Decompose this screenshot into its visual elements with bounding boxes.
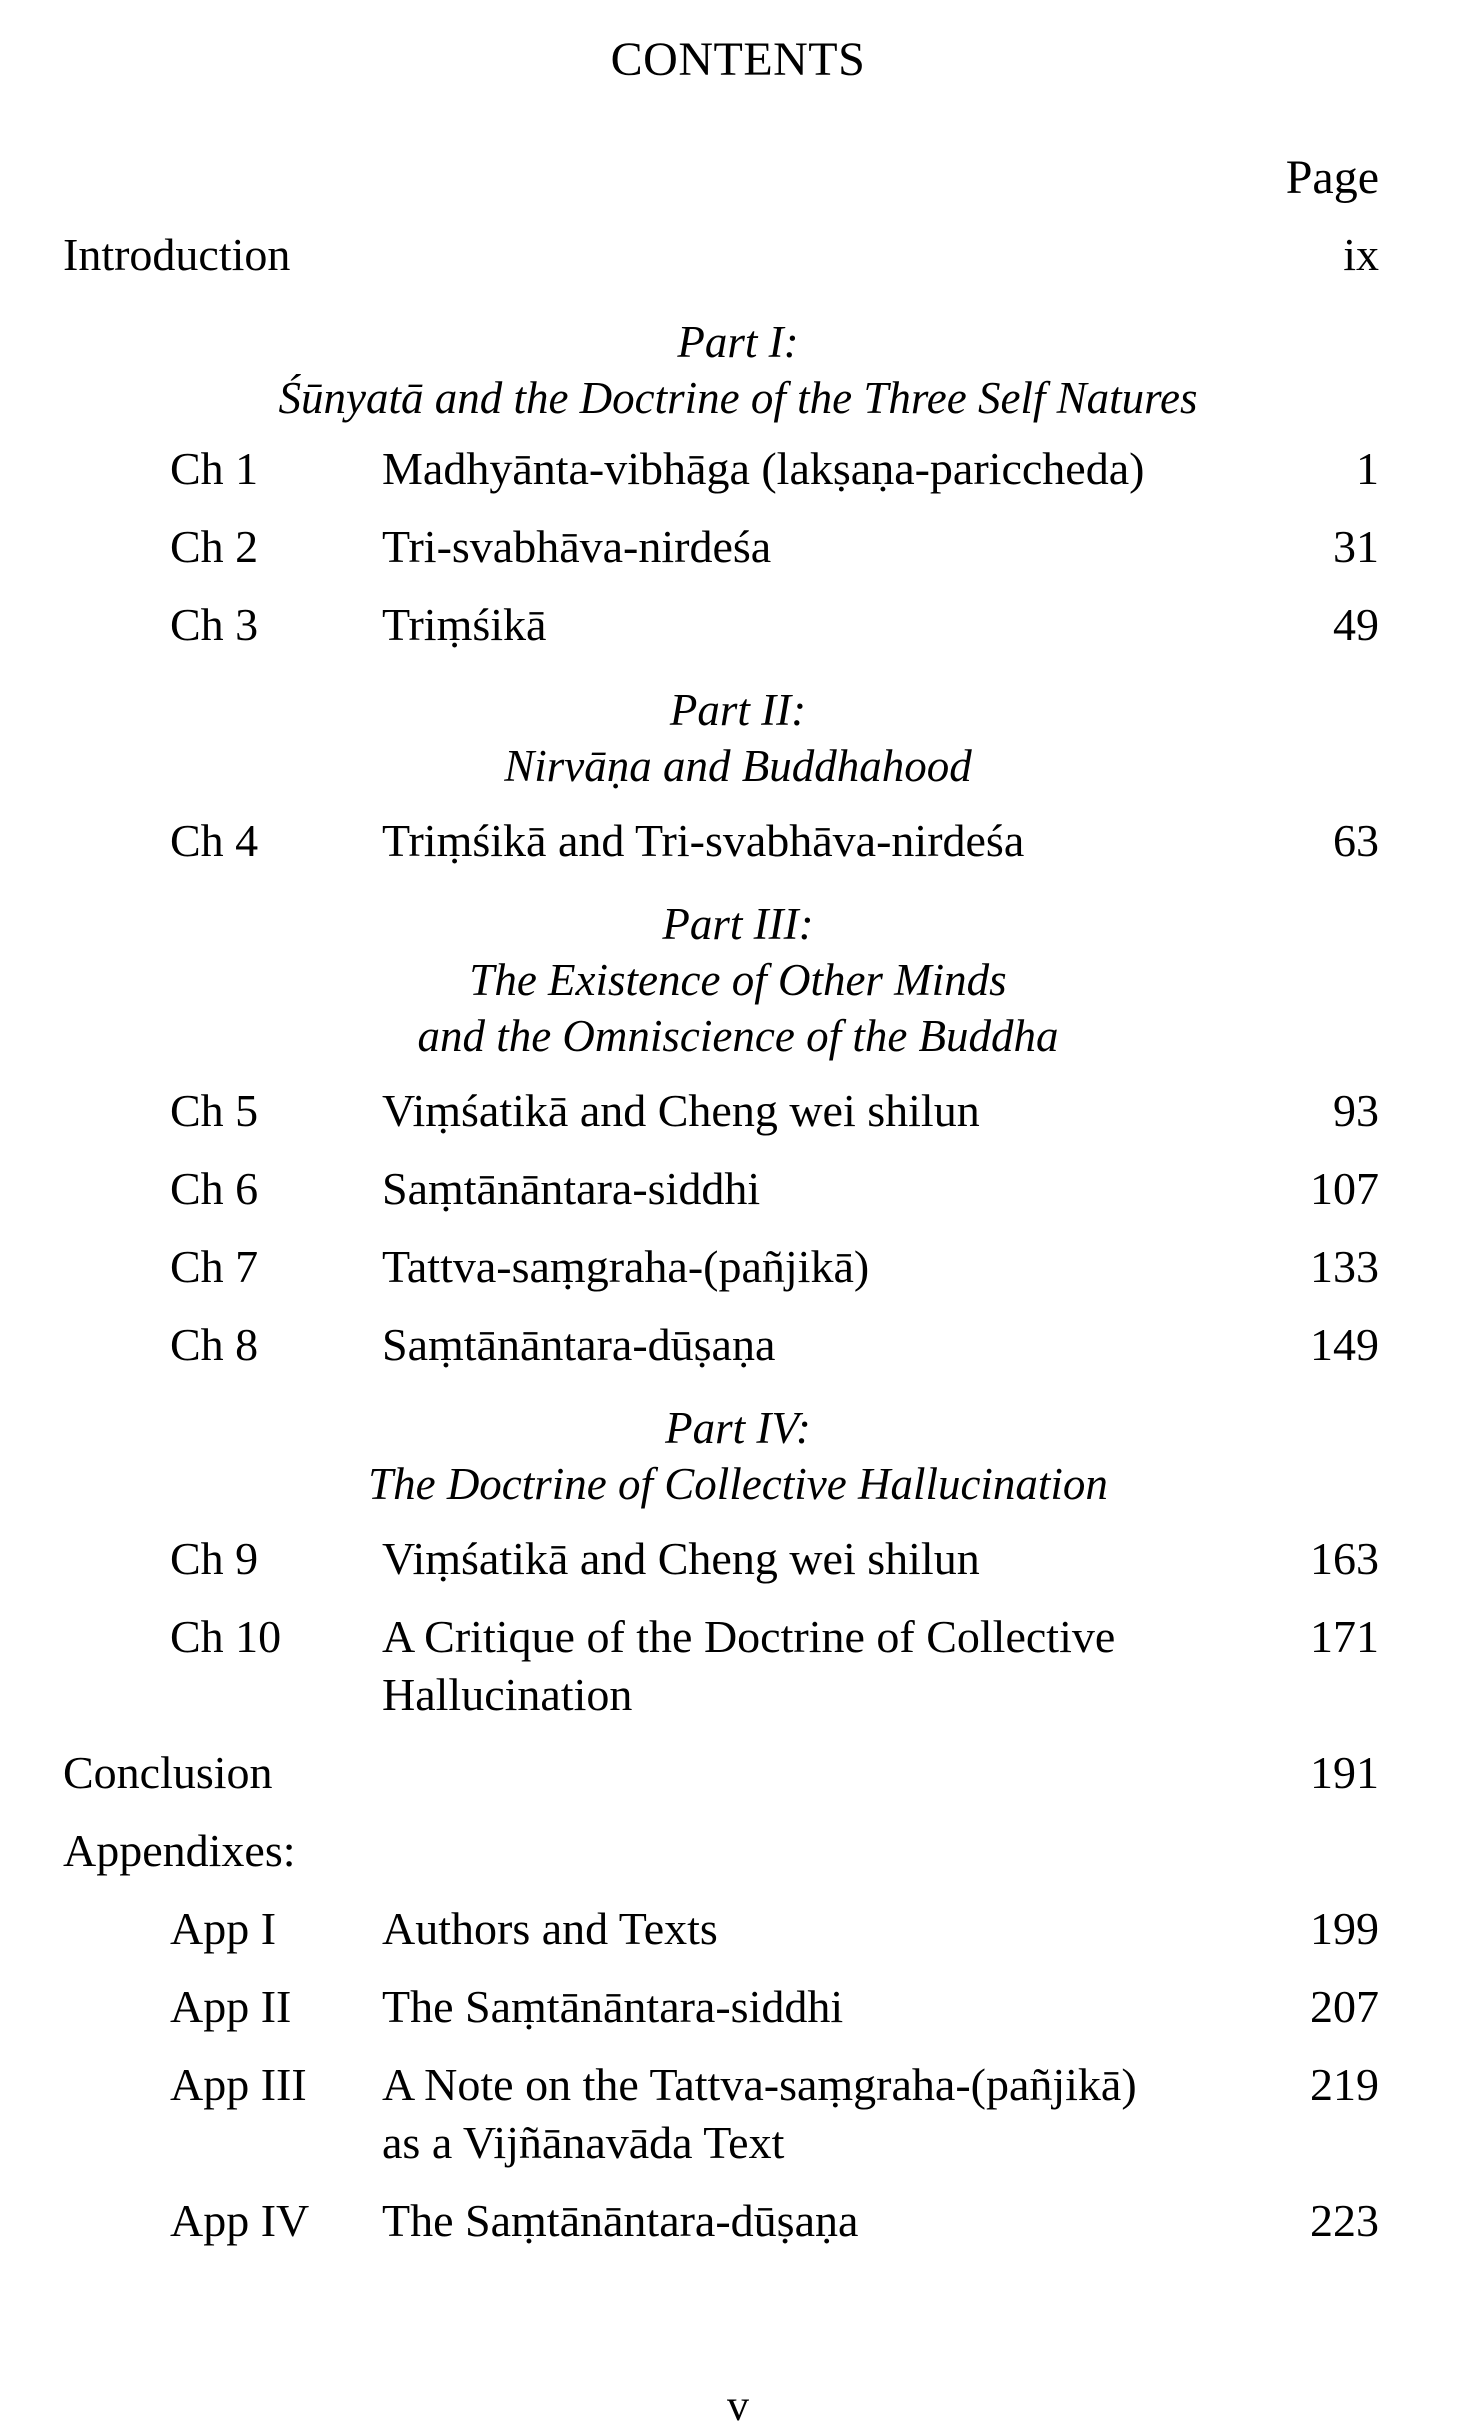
chapter-title: Tri-svabhāva-nirdeśa <box>382 521 772 572</box>
part-title: Nirvāṇa and Buddhahood <box>504 741 972 791</box>
entry-page-number: 149 <box>1310 1319 1379 1370</box>
part-heading <box>0 896 1476 1064</box>
entry-page-number: 1 <box>1356 443 1379 494</box>
entry-page-number: 171 <box>1310 1611 1379 1662</box>
part-title-continued: and the Omniscience of the Buddha <box>417 1011 1059 1061</box>
chapter-label: Ch 9 <box>170 1533 259 1584</box>
appendix-title: The Saṃtānāntara-dūṣaṇa <box>382 2195 859 2246</box>
entry-page-number: 49 <box>1333 599 1379 650</box>
entry-page-number: 191 <box>1310 1747 1379 1798</box>
entry-page-number: 163 <box>1310 1533 1379 1584</box>
part-title: Śūnyatā and the Doctrine of the Three Self Natures <box>278 373 1198 423</box>
part-number: Part II: <box>669 685 807 735</box>
part-number: Part IV: <box>665 1403 811 1453</box>
part-heading <box>0 314 1476 426</box>
part-heading <box>0 682 1476 794</box>
chapter-label: Ch 5 <box>170 1085 259 1136</box>
appendix-label: App IV <box>170 2195 310 2246</box>
part-number: Part III: <box>662 899 814 949</box>
chapter-title-line: Hallucination <box>382 1669 633 1720</box>
entry-page-number: 31 <box>1333 521 1379 572</box>
page-title: CONTENTS <box>610 33 866 86</box>
chapter-title: Triṃśikā <box>382 599 547 650</box>
appendix-title-line: A Note on the Tattva-saṃgraha-(pañjikā) <box>382 2059 1137 2110</box>
chapter-label: Ch 3 <box>170 599 259 650</box>
appendix-title: Authors and Texts <box>382 1903 718 1954</box>
appendixes-heading: Appendixes: <box>63 1825 296 1876</box>
chapter-title-line: A Critique of the Doctrine of Collective <box>382 1611 1116 1662</box>
footer-page-number: v <box>727 2381 749 2430</box>
chapter-title <box>382 1608 1202 1724</box>
part-number: Part I: <box>677 317 799 367</box>
chapter-label: Ch 10 <box>170 1611 282 1662</box>
entry-page-number: 63 <box>1333 815 1379 866</box>
entry-label: Introduction <box>63 229 291 280</box>
entry-page-number: 219 <box>1310 2059 1379 2110</box>
part-title: The Existence of Other Minds <box>469 955 1007 1005</box>
chapter-title: Tattva-saṃgraha-(pañjikā) <box>382 1241 870 1292</box>
chapter-title: Saṃtānāntara-dūṣaṇa <box>382 1319 776 1370</box>
entry-page-number: ix <box>1343 229 1379 280</box>
appendix-title: The Saṃtānāntara-siddhi <box>382 1981 844 2032</box>
chapter-label: Ch 8 <box>170 1319 259 1370</box>
chapter-title: Viṃśatikā and Cheng wei shilun <box>382 1533 980 1584</box>
chapter-label: Ch 2 <box>170 521 259 572</box>
appendix-label: App I <box>170 1903 277 1954</box>
entry-page-number: 107 <box>1310 1163 1379 1214</box>
page-column-heading: Page <box>1285 151 1379 204</box>
entry-page-number: 133 <box>1310 1241 1379 1292</box>
chapter-label: Ch 4 <box>170 815 259 866</box>
part-heading <box>0 1400 1476 1512</box>
appendix-title-line: as a Vijñānavāda Text <box>382 2117 785 2168</box>
chapter-title: Madhyānta-vibhāga (lakṣaṇa-pariccheda) <box>382 443 1145 494</box>
chapter-title: Saṃtānāntara-siddhi <box>382 1163 761 1214</box>
chapter-title: Triṃśikā and Tri-svabhāva-nirdeśa <box>382 815 1025 866</box>
entry-page-number: 207 <box>1310 1981 1379 2032</box>
entry-label: Conclusion <box>63 1747 273 1798</box>
chapter-label: Ch 6 <box>170 1163 259 1214</box>
entry-page-number: 223 <box>1310 2195 1379 2246</box>
chapter-label: Ch 1 <box>170 443 259 494</box>
appendix-title <box>382 2056 1202 2172</box>
appendix-label: App III <box>170 2059 307 2110</box>
entry-page-number: 199 <box>1310 1903 1379 1954</box>
entry-page-number: 93 <box>1333 1085 1379 1136</box>
chapter-title: Viṃśatikā and Cheng wei shilun <box>382 1085 980 1136</box>
appendix-label: App II <box>170 1981 292 2032</box>
part-title: The Doctrine of Collective Hallucination <box>368 1459 1108 1509</box>
chapter-label: Ch 7 <box>170 1241 259 1292</box>
